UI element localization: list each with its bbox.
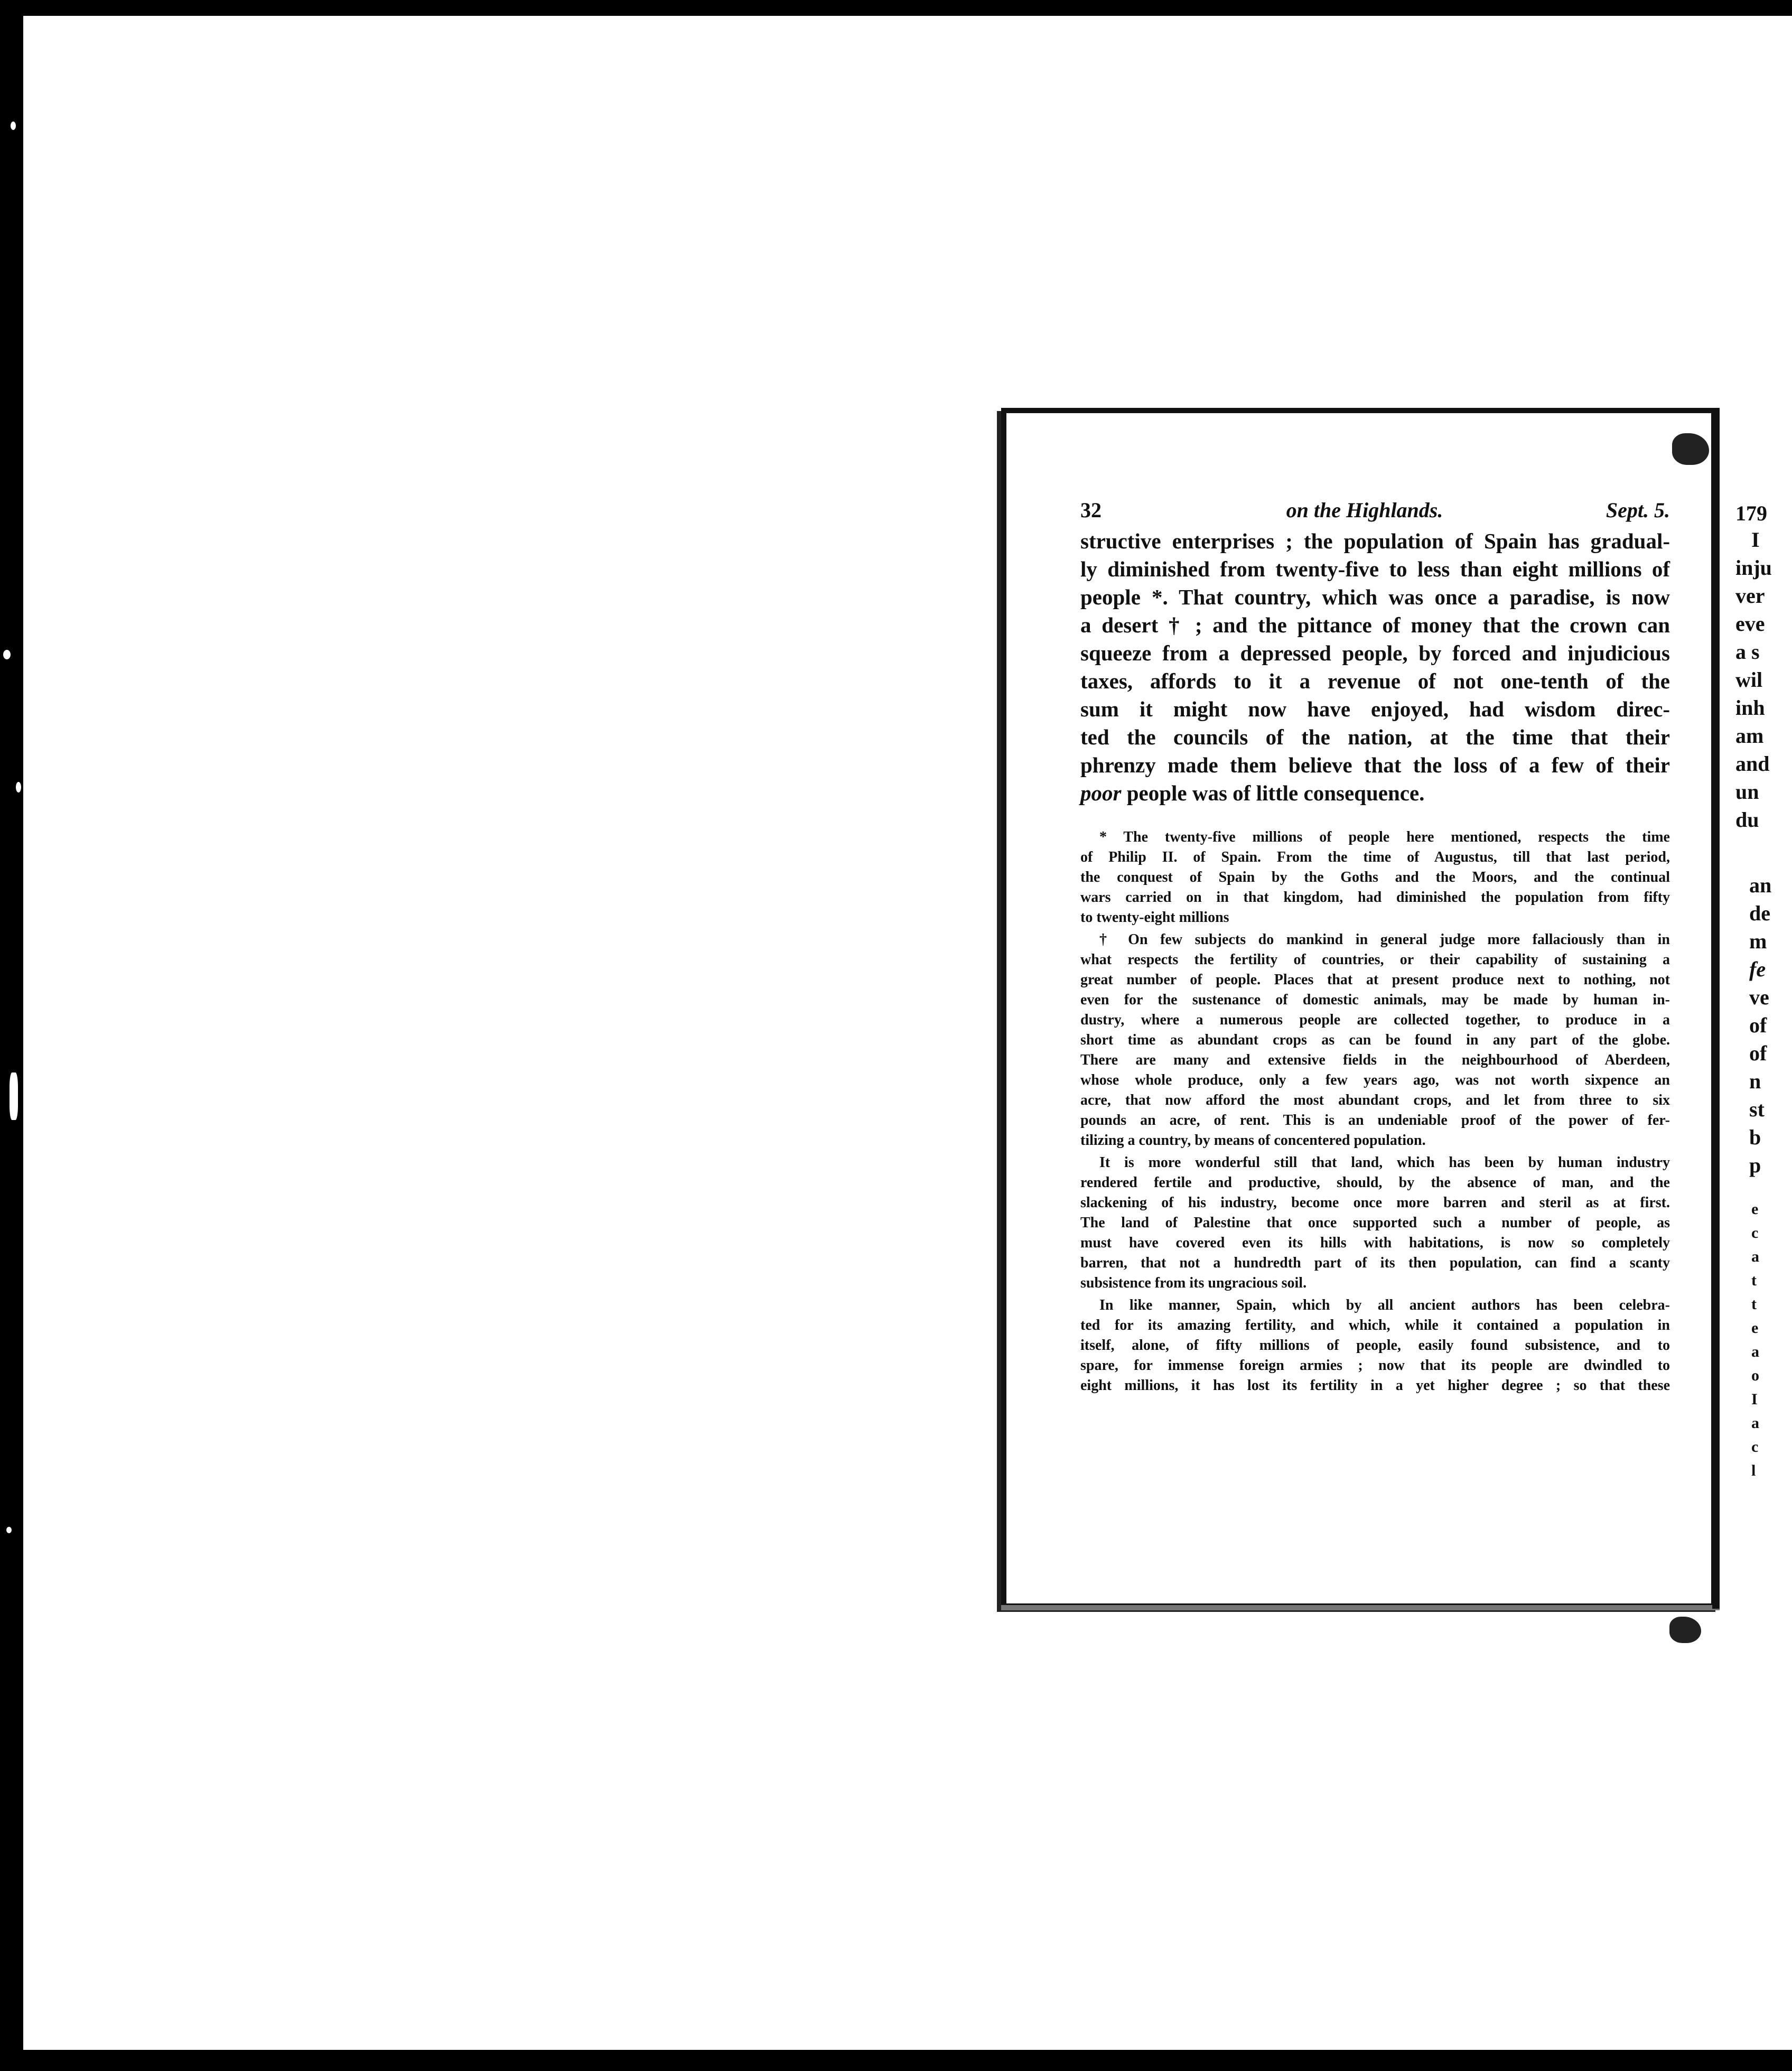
footnote-dagger	[1080, 930, 1670, 1151]
page-number: 32	[1080, 498, 1102, 522]
opposite-footnote-char: t	[1751, 1272, 1757, 1289]
opposite-line: ve	[1749, 985, 1769, 1009]
opposite-line: b	[1749, 1125, 1761, 1149]
footnote-line: * The twenty-five millions of people here mentioned, respects the time	[1099, 829, 1670, 845]
running-head	[1080, 498, 1670, 527]
footnote-line: barren, that not a hundredth part of its then population, can find a scanty	[1080, 1255, 1670, 1271]
opposite-line: of	[1749, 1013, 1767, 1037]
page-content	[1080, 498, 1670, 1398]
footnote-line: rendered fertile and productive, should, by the absence of man, and the	[1080, 1174, 1670, 1191]
opposite-line: du	[1735, 808, 1759, 832]
main-paragraph	[1080, 527, 1670, 807]
footnote-line: of Philip II. of Spain. From the time of Augustus, till that last period,	[1080, 849, 1670, 865]
body-line: ly diminished from twenty-five to less than eight millions of	[1080, 557, 1670, 581]
footnote-line: the conquest of Spain by the Goths and the Moors, and the continual	[1080, 869, 1670, 885]
body-line: structive enterprises ; the population of Spain has gradual-	[1080, 529, 1670, 553]
footnote-line: even for the sustenance of domestic animals, may be made by human in-	[1080, 992, 1670, 1008]
opposite-line: an	[1749, 873, 1772, 897]
body-line: taxes, affords to it a revenue of not one-tenth of the	[1080, 669, 1670, 693]
body-line: squeeze from a depressed people, by forced and injudicious	[1080, 641, 1670, 665]
opposite-footnote-char: e	[1751, 1319, 1759, 1337]
body-line: ted the councils of the nation, at the time that their	[1080, 725, 1670, 749]
footnote-line: slackening of his industry, become once more barren and steril as at first.	[1080, 1195, 1670, 1211]
footnote-line: ted for its amazing fertility, and which, while it contained a population in	[1080, 1317, 1670, 1333]
opposite-line: n	[1749, 1069, 1761, 1093]
opposite-footnote-char: a	[1751, 1248, 1759, 1265]
opposite-line: am	[1735, 724, 1764, 748]
opposite-page	[1712, 408, 1792, 1609]
footnote-line: acre, that now afford the most abundant crops, and let from three to six	[1080, 1092, 1670, 1108]
border-speck	[10, 1072, 18, 1120]
footnote-continuation-spain	[1080, 1295, 1670, 1396]
opposite-line: a s	[1735, 640, 1760, 664]
body-line: poor people was of little consequence.	[1080, 781, 1425, 805]
opposite-header: 179	[1735, 501, 1767, 525]
opposite-line: ver	[1735, 584, 1765, 608]
opposite-line: wil	[1735, 668, 1763, 692]
border-speck	[6, 1527, 12, 1533]
opposite-line: m	[1749, 929, 1767, 953]
book-page	[1001, 408, 1720, 1609]
opposite-footnote-char: o	[1751, 1367, 1759, 1384]
footnote-line: There are many and extensive fields in the neighbourhood of Aberdeen,	[1080, 1052, 1670, 1068]
border-speck	[3, 650, 11, 659]
footnote-line: It is more wonderful still that land, which has been by human industry	[1099, 1154, 1670, 1171]
border-speck	[11, 122, 16, 130]
opposite-footnote-char: e	[1751, 1200, 1759, 1218]
ink-blot	[1669, 1617, 1701, 1643]
running-title: on the Highlands.	[1286, 498, 1443, 522]
opposite-line: fe	[1749, 957, 1766, 981]
footnote-line: spare, for immense foreign armies ; now that its people are dwindled to	[1080, 1357, 1670, 1374]
footnote-line: great number of people. Places that at present produce next to nothing, not	[1080, 972, 1670, 988]
opposite-footnote-char: a	[1751, 1414, 1759, 1432]
footnote-line: must have covered even its hills with habitations, is now so completely	[1080, 1235, 1670, 1251]
opposite-line: I	[1751, 528, 1760, 552]
body-line: sum it might now have enjoyed, had wisdom direc-	[1080, 697, 1670, 721]
footnote-line: † On few subjects do mankind in general judge more fallaciously than in	[1099, 931, 1670, 948]
footnote-line: In like manner, Spain, which by all ancient authors has been celebra-	[1099, 1297, 1670, 1313]
footnote-line: The land of Palestine that once supported such a number of people, as	[1080, 1215, 1670, 1231]
footnote-asterisk	[1080, 827, 1670, 928]
footnote-line: short time as abundant crops as can be found in any part of the globe.	[1080, 1032, 1670, 1048]
footnote-line: to twenty-eight millions	[1080, 909, 1229, 926]
footnote-line: tilizing a country, by means of concentered population.	[1080, 1132, 1426, 1149]
opposite-line: of	[1749, 1041, 1767, 1065]
opposite-line: inh	[1735, 696, 1765, 720]
footnote-continuation-palestine	[1080, 1153, 1670, 1293]
opposite-footnote-char: t	[1751, 1295, 1757, 1313]
footnote-line: wars carried on in that kingdom, had diminished the population from fifty	[1080, 889, 1670, 906]
running-date: Sept. 5.	[1606, 498, 1670, 522]
page-bottom-edge	[1001, 1605, 1720, 1610]
body-line: people *. That country, which was once a paradise, is now	[1080, 585, 1670, 609]
opposite-line: de	[1749, 901, 1770, 925]
opposite-line: st	[1749, 1097, 1765, 1121]
footnote-line: eight millions, it has lost its fertility in a yet higher degree ; so that these	[1080, 1377, 1670, 1394]
opposite-footnote-char: a	[1751, 1343, 1759, 1360]
opposite-footnote-char: I	[1751, 1391, 1758, 1408]
footnote-line: subsistence from its ungracious soil.	[1080, 1275, 1307, 1291]
italic-word: poor	[1080, 781, 1122, 805]
opposite-footnote-char: c	[1751, 1438, 1759, 1456]
footnote-line: whose whole produce, only a few years ago, was not worth sixpence an	[1080, 1072, 1670, 1088]
opposite-line: eve	[1735, 612, 1765, 636]
footnotes	[1080, 827, 1670, 1396]
opposite-line: and	[1735, 752, 1770, 776]
opposite-line: inju	[1735, 556, 1772, 580]
body-line: a desert † ; and the pittance of money that the crown can	[1080, 613, 1670, 637]
opposite-footnote-char: c	[1751, 1224, 1759, 1242]
footnote-line: itself, alone, of fifty millions of people, easily found subsistence, and to	[1080, 1337, 1670, 1354]
opposite-line: p	[1749, 1153, 1761, 1177]
footnote-line: pounds an acre, of rent. This is an undeniable proof of the power of fer-	[1080, 1112, 1670, 1128]
footnote-line: what respects the fertility of countries, or their capability of sustaining a	[1080, 951, 1670, 968]
footnote-line: dustry, where a numerous people are collected together, to produce in a	[1080, 1012, 1670, 1028]
opposite-footnote-char: l	[1751, 1462, 1756, 1479]
body-line: phrenzy made them believe that the loss of a few of their	[1080, 753, 1670, 777]
border-speck	[16, 782, 21, 792]
opposite-line: un	[1735, 780, 1759, 804]
